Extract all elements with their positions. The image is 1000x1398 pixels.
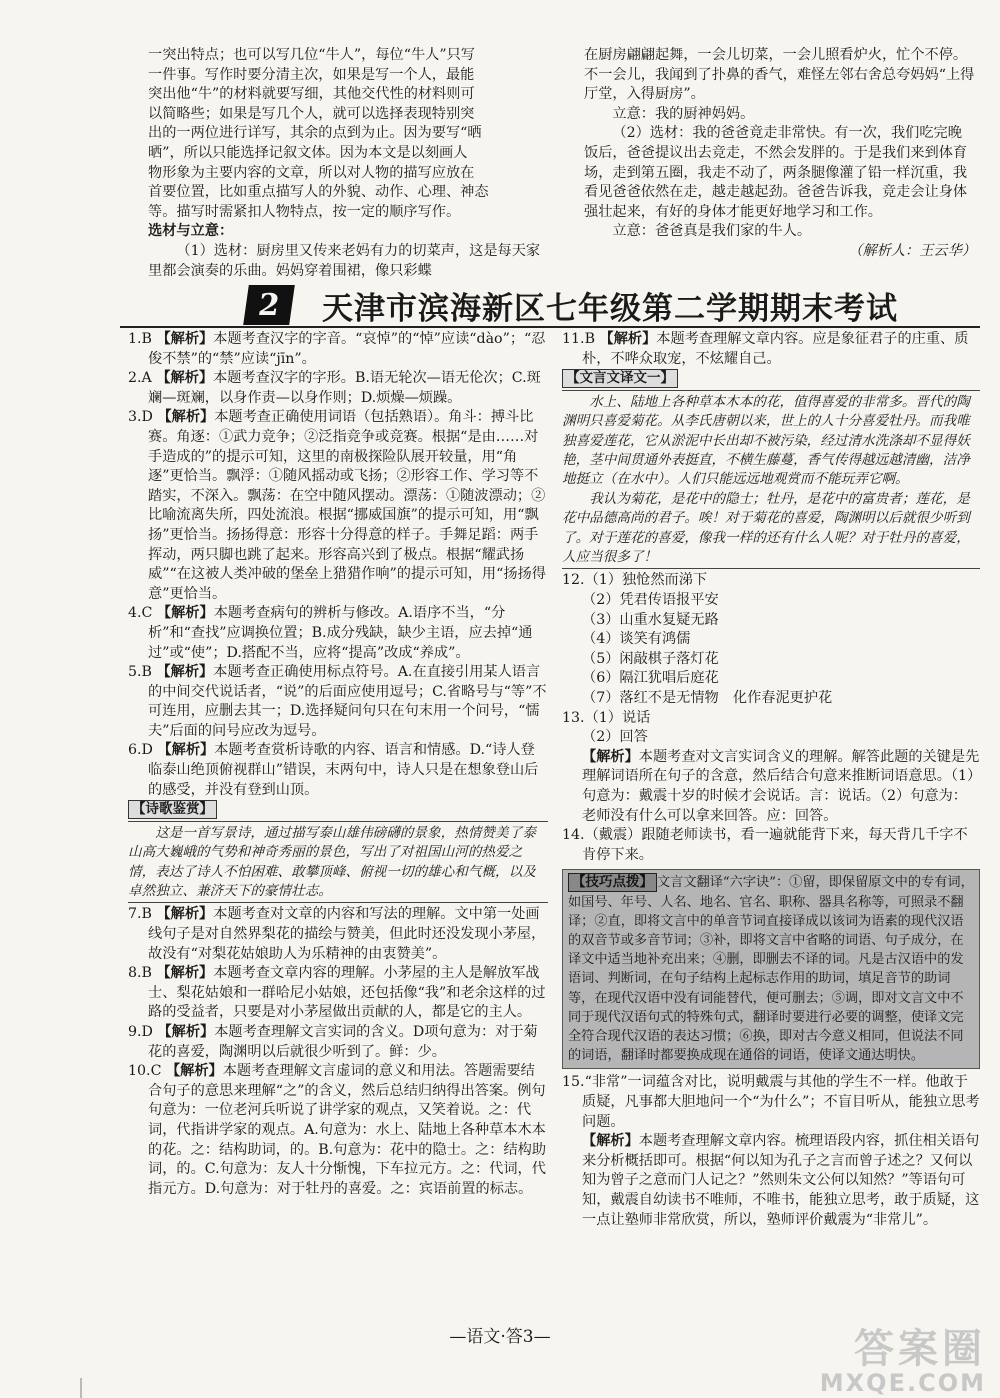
answer-item [128,408,548,604]
paragraph: 立意：爸爸真是我们家的牛人。 [612,223,812,240]
answer-line: （2）回答 [582,729,648,746]
bottom-left-column [128,330,548,1199]
paragraph: （2）选材：我的爸爸竟走非常快。有一次，我们吃完晚饭后，爸爸提议出去竞走，不然会发胖的。于是我们来到体育场，走到第五圈，我走不动了，两条腿像灌了铅一样沉重，我看见爸爸依然在走，越走越起劲。爸爸告诉我，竞走会让身体强壮起来，有好的身体才能更好地学习和工作。 [584,125,968,220]
text-line: 以简略些；如果是写几个人，就可以选择表现特别突 [148,105,475,122]
item-text: 本题考查汉字的字音。“哀悼”的“悼”应读“dào”；“忍俊不禁”的“禁”应读“jīn”。 [148,331,546,367]
text-line: 出的一两位进行详写，其余的点到为止。因为要写“晒 [148,125,482,142]
item-label: 【解析】 [156,370,214,387]
answer-line: （1）说话 [584,709,651,726]
paragraph: 立意：我的厨神妈妈。 [612,105,755,122]
answer-line: （4）谈笑有鸿儒 [582,631,691,648]
item-number: 2.A [128,370,152,387]
divider [562,390,980,391]
answer-item [128,330,548,369]
item-label: 【解析】 [582,748,639,765]
item-number: 15. [562,1074,585,1091]
item-text: 本题考查赏析诗歌的内容、语言和情感。D.“诗人登临泰山绝顶俯视群山”错误，末两句中，诗人只是在想象登山后的感受，并没有登到山顶。 [148,742,539,798]
watermark [820,1328,986,1396]
answer-item [128,663,548,741]
item-number: 9.D [128,1024,153,1041]
item-text: 本题考查对文言实词含义的理解。解答此题的关键是先理解词语所在句子的含意，然后结合句意来推断词语意思。（1）句意为：戴震十岁的时候才会说话。言：说话。（2）句意为：老师没有什么可以拿来回答。应：回答。 [582,748,980,824]
item-label: 【解析】 [582,1133,639,1150]
item-label: 【解析】 [157,742,215,759]
item-label: 【解析】 [156,906,214,923]
credit: （解析人：王云华） [848,242,976,259]
item-text: 本题考查理解文言实词的含义。D项句意为：对于菊花的喜爱，陶渊明以后就很少听到了。鲜：少。 [148,1024,538,1060]
text-line: 晒”，所以只能选择记叙文体。因为本文是以刻画人 [148,144,468,161]
item-number: 11.B [562,331,595,347]
item-label: 【解析】 [165,1063,223,1080]
section-title [246,284,946,326]
watermark-text: 答案圈 [854,1326,986,1372]
text-line: 一突出特点；也可以写几位“牛人”，每位“牛人”只写 [148,47,475,63]
item-text: （戴震）跟随老师读书，看一遍就能背下来，每天背几千字不肯停下来。 [582,827,968,863]
top-left-column [148,46,544,281]
item-text: 本题考查理解文章内容。梳理语段内容，抓住相关语句来分析概括即可。根据“何以知为孔子之言而曾子述之？又何以知为曾子之意而门人记之？”然则朱文公何以知然？”等语句可知，戴震自幼读书不唯师，不唯书，能独立思考，敢于质疑，这一点让塾师非常欣赏，所以，塾师评价戴震为“非常儿”。 [582,1133,980,1228]
answer-item [562,709,980,729]
answer-item [128,741,548,800]
item-label: 【解析】 [157,409,215,426]
analysis [562,1132,980,1230]
answer-item [562,330,980,369]
item-text: 本题考查对文章的内容和写法的理解。文中第一处画线句子是对自然界梨花的描绘与赞美，但此时还没发现小茅屋，故没有“对梨花姑娘助人为乐精神的由衷赞美”。 [148,906,546,962]
item-number: 8.B [128,965,152,982]
text-line: 物形象为主要内容的文章，所以对人物的描写应放在 [148,164,475,181]
item-number: 7.B [128,906,152,923]
item-text: 本题考查正确使用词语（包括熟语）。角斗：搏斗比赛。角逐：①武力竞争；②泛指竞争或竞赛。根据“是由……对手造成的”的提示可知，这里的南极探险队展开较量，用“角逐”更恰当。飘浮：①随风摇动或飞扬；②形容工作、学习等不踏实，不深入。飘荡：在空中随风摆动。漂荡：①随波漂动；②比喻流离失所，四处流浪。根据“挪威国旗”的提示可知，用“飘扬”更恰当。扬扬得意：形容十分得意的样子。手舞足蹈：两手挥动，两只脚也跳了起来。形容高兴到了极点。根据“耀武扬威”“在这被人类冲破的堡垒上猎猎作响”的提示可知，用“扬扬得意”更恰当。 [148,409,546,602]
page-title: 天津市滨海新区七年级第二学期期末考试 [322,290,898,327]
item-label: 【解析】 [156,331,214,347]
translation-paragraph: 水上、陆地上各种草本木本的花，值得喜爱的非常多。晋代的陶渊明只喜爱菊花。从李氏唐朝以来，世上的人十分喜爱牡丹。而我唯独喜爱莲花，它从淤泥中长出却不被污染，经过清水洗涤却不显得妖艳，茎中间贯通外表挺直，不横生藤蔓，香气传得越远越清幽，洁净地挺立（在水中）。人们只能远远地观赏而不能玩弄它啊。 [562,393,970,488]
answer-line: （1）独怆然而涕下 [584,572,708,589]
paragraph: （1）选材：厨房里又传来老妈有力的切菜声，这是每天家里都会演奏的乐曲。妈妈穿着围裙，像只彩蝶 [148,242,541,279]
divider [128,902,548,903]
technique-box [562,869,980,1069]
answer-item [562,1073,980,1132]
section-number-badge: 2 [243,285,295,325]
item-text: 本题考查正确使用标点符号。A.在直接引用某人语言的中间交代说话者，“说”的后面应使用逗号；C.省略号与“等”不可连用，应删去其一；D.选择疑问句只在句末用一个问号，“懦夫”后面的问号应改为逗号。 [148,664,547,739]
answer-item [562,826,980,865]
item-number: 6.D [128,742,153,759]
top-right-column [584,46,976,262]
item-text: 本题考查理解文言虚词的意义和用法。答题需要结合句子的意思来理解“之”的含义，然后总结归纳得出答案。例句句意为：一位老河兵听说了讲学家的观点，又笑着说。之：代词，代指讲学家的观点。A.句意为：水上、陆地上各种草本木本的花。之：结构助词，的。B.句意为：花中的隐士。之：结构助词，的。C.句意为：友人十分惭愧，下车拉元方。之：代词，代指元方。D.句意为：对于牡丹的喜爱。之：宾语前置的标志。 [148,1063,547,1197]
item-number: 4.C [128,605,153,622]
technique-title: 文言文翻译“六字诀”： [657,875,790,891]
item-text: 本题考查理解文章内容。应是象征君子的庄重、质朴，不哗众取宠，不炫耀自己。 [582,331,969,367]
text-line: 一件事。写作时要分清主次，如果是写一个人，最能 [148,66,475,83]
item-label: 【解析】 [156,965,214,982]
item-label: 【解析】 [156,605,214,622]
divider [120,326,980,328]
text-line: 等。描写时需紧扣人物特点，按一定的顺序写作。 [148,203,461,220]
page-footer: —语文·答3— [449,1327,551,1347]
bottom-right-column [562,330,980,1230]
item-label: 【解析】 [156,664,214,681]
item-label: 【解析】 [599,331,657,347]
section-heading: 选材与立意： [148,223,234,240]
text-line: 首要位置，比如重点描写人的外貌、动作、心理、神态 [148,184,489,201]
item-number: 1.B [128,331,152,347]
item-text: “非常”一词蕴含对比，说明戴震与其他的学生不一样。他敢于质疑，凡事都大胆地问一个“为什么”；不盲目听从，能独立思考问题。 [582,1074,980,1130]
answer-item [128,604,548,663]
page-edge-mark [80,1378,82,1398]
translation-paragraph: 我认为菊花，是花中的隐士；牡丹，是花中的富贵者；莲花，是花中品德高尚的君子。唉！对于菊花的喜爱，陶渊明以后就很少听到了。对于莲花的喜爱，像我一样的还有什么人呢？对于牡丹的喜爱，人应当很多了！ [562,490,970,566]
item-text: 本题考查汉字的字形。B.语无轮次—语无伦次；C.斑斓—斑斓，以身作责—以身作则；D.烦燥—烦躁。 [148,370,541,406]
answer-line: （2）凭君传语报平安 [582,592,719,609]
divider [562,568,980,569]
answer-item [562,571,980,591]
answer-line: （3）山重水复疑无路 [582,611,719,628]
answer-item [128,905,548,964]
answer-item [128,964,548,1023]
answer-line: （6）隔江犹唱后庭花 [582,670,719,687]
item-text: 本题考查病句的辨析与修改。A.语序不当，“分析”和“查找”应调换位置；B.成分残缺，缺少主语，应去掉“通过”或“使”；D.搭配不当，应将“提高”改成“养成”。 [148,605,533,661]
item-number: 13. [562,709,585,726]
answer-line: （7）落红不是无情物 化作春泥更护花 [582,690,833,706]
item-text: 本题考查文章内容的理解。小茅屋的主人是解放军战士、梨花姑娘和一群哈尼小姑娘，还包括像“我”和老余这样的过路的受益者，只要是对小茅屋做出贡献的人，都是它的主人。 [148,965,546,1021]
item-number: 10.C [128,1063,162,1080]
poem-appreciation: 这是一首写景诗，通过描写泰山雄伟磅礴的景象，热情赞美了泰山高大巍峨的气势和神奇秀丽的景色，写出了对祖国山河的热爱之情，表达了诗人不怕困难、敢攀顶峰、俯视一切的雄心和气概，以及卓然独立、兼济天下的豪情壮志。 [128,824,536,900]
divider [128,821,548,822]
paragraph: 在厨房翩翩起舞，一会儿切菜，一会儿照看炉火，忙个不停。不一会儿，我闻到了扑鼻的香气，难怪左邻右舍总夸妈妈“上得厅堂，入得厨房”。 [584,47,975,103]
item-number: 3.D [128,409,153,426]
poem-label: 【诗歌鉴赏】 [128,800,217,819]
text-line: 突出他“牛”的材料就要写细，其他交代性的材料则可 [148,86,475,103]
item-number: 5.B [128,664,152,681]
translation-label: 【文言文译文一】 [562,369,678,388]
item-number: 12. [562,572,585,589]
watermark-url: MXQE.COM [819,1369,986,1397]
analysis [562,748,980,826]
technique-text: ①留，即保留原文中的专有词，如国号、年号、人名、地名、官名、职称、器具名称等，可照录不翻译；②直，即将文言中的单音节词直接译成以该词为语素的现代汉语的双音节或多音节词；③补，即将文言中省略的词语、句子成分，在译文中适当地补充出来；④删，即删去不译的词。凡是古汉语中的发语词、判断词，在句子结构上起标志作用的助词，填足音节的助词等，在现代汉语中没有词能替代，便可删去；⑤调，即对文言文中不同于现代汉语句式的特殊句式，翻译时要进行必要的调整，使译文完全符合现代汉语的表达习惯；⑥换，即对古今意义相同，但说法不同的词语，翻译时都要换成现在通俗的词语，使译文通达明快。 [568,875,974,1064]
answer-item [128,1023,548,1062]
answer-item [128,1062,548,1199]
item-label: 【解析】 [157,1024,215,1041]
answer-item [128,369,548,408]
item-number: 14. [562,827,585,844]
technique-label: 【技巧点拨】 [568,873,657,892]
answer-line: （5）闲敲棋子落灯花 [582,650,719,667]
